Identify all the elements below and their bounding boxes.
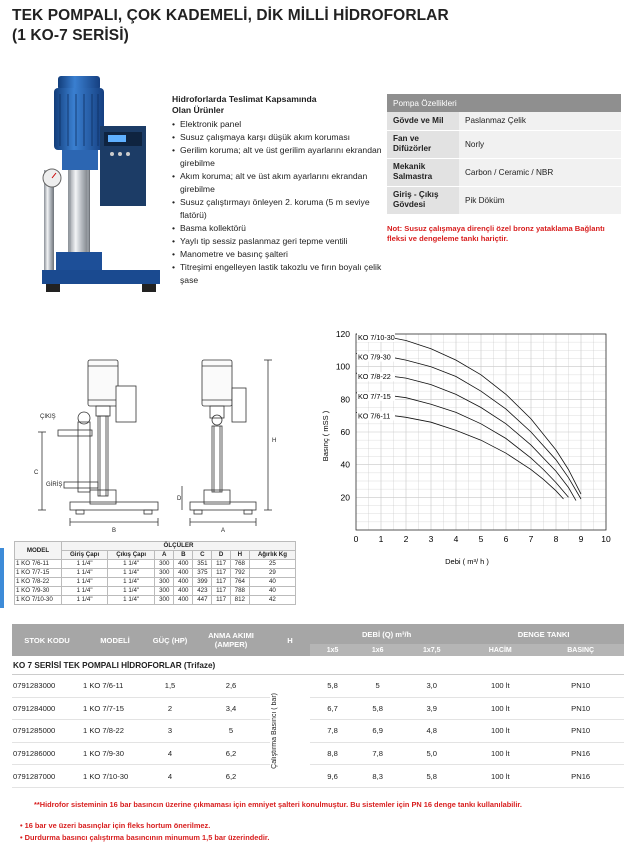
- property-value: Norly: [459, 130, 621, 158]
- footnote-1: **Hidrofor sisteminin 16 bar basıncın üzerine çıkmaması için emniyet şalteri konulmuştur. Bu sistemler için PN 16 denge tankı kullanılabilir.: [34, 800, 522, 809]
- dims-header: Giriş Çapı: [62, 551, 108, 560]
- table-cell: 1 1/4": [108, 560, 155, 569]
- property-key: Giriş - Çıkış Gövdesi: [387, 186, 459, 214]
- table-cell: 1 KO 7/8-22: [82, 720, 148, 743]
- dims-header: Ağırlık Kg: [249, 551, 295, 560]
- table-row: [12, 742, 624, 765]
- table-row: [387, 158, 621, 186]
- header-debi: DEBİ (Q) m³/h: [310, 624, 463, 644]
- table-cell: 6,2: [192, 742, 270, 765]
- table-cell: 351: [193, 560, 212, 569]
- table-cell: 1 1/4": [62, 569, 108, 578]
- delivery-heading: [172, 94, 382, 116]
- label-cikis: ÇIKIŞ: [40, 414, 56, 420]
- table-cell: 300: [155, 596, 174, 605]
- property-key: Fan ve Difüzörler: [387, 130, 459, 158]
- table-row: [15, 569, 296, 578]
- table-cell: 0791285000: [12, 720, 82, 743]
- table-cell: 42: [249, 596, 295, 605]
- property-value: Pik Döküm: [459, 186, 621, 214]
- label-giris: GİRİŞ: [46, 482, 63, 488]
- header-1x6: 1x6: [355, 644, 400, 656]
- table-row: [387, 186, 621, 214]
- x-tick-label: 7: [528, 534, 534, 544]
- property-value: Paslanmaz Çelik: [459, 112, 621, 130]
- table-row: [15, 596, 296, 605]
- table-cell: 3,9: [400, 697, 463, 720]
- table-cell: 300: [155, 587, 174, 596]
- dims-header: D: [212, 551, 230, 560]
- table-cell: 1 KO 7/9-30: [15, 587, 62, 596]
- table-cell: 5,8: [400, 765, 463, 788]
- pump-photo: [38, 74, 163, 312]
- table-cell: 100 lt: [463, 697, 537, 720]
- table-cell: 1 KO 7/7-15: [15, 569, 62, 578]
- x-tick-label: 6: [503, 534, 509, 544]
- table-cell: 0791286000: [12, 742, 82, 765]
- x-tick-label: 0: [353, 534, 359, 544]
- list-item: • Susuz çalıştırmayı önleyen 2. koruma (5 m seviye flatörü): [180, 196, 382, 222]
- y-tick-label: 120: [335, 329, 350, 339]
- series-line: [356, 412, 564, 499]
- performance-chart: [316, 326, 626, 572]
- table-cell: 423: [193, 587, 212, 596]
- list-item: • Yaylı tip sessiz paslanmaz geri tepme ventili: [180, 235, 382, 248]
- table-cell: 117: [212, 587, 230, 596]
- table-cell: 788: [230, 587, 249, 596]
- table-cell: 1 1/4": [62, 578, 108, 587]
- table-cell: PN10: [537, 675, 624, 698]
- table-cell: 1 1/4": [108, 578, 155, 587]
- list-item: • Titreşimi engelleyen lastik takozlu ve fırın boyalı çelik şase: [180, 261, 382, 287]
- series-label: KO 7/6-11: [358, 411, 391, 421]
- property-key: Mekanik Salmastra: [387, 158, 459, 186]
- vertical-label-cell: [270, 675, 310, 788]
- x-tick-label: 2: [403, 534, 409, 544]
- x-tick-label: 4: [453, 534, 459, 544]
- table-cell: 375: [193, 569, 212, 578]
- footnote-3: • Durdurma basıncı çalıştırma basıncının minumum 1,5 bar üzerindedir.: [20, 832, 270, 842]
- y-tick-label: 80: [340, 394, 350, 405]
- series-label: KO 7/8-22: [358, 372, 391, 382]
- table-cell: 1 1/4": [62, 587, 108, 596]
- label-c: C: [34, 470, 39, 476]
- series-label: KO 7/10-30: [358, 333, 395, 342]
- table-cell: 100 lt: [463, 742, 537, 765]
- table-row: [12, 697, 624, 720]
- table-row: [15, 587, 296, 596]
- title-line-1: TEK POMPALI, ÇOK KADEMELİ, DİK MİLLİ HİDROFORLAR: [12, 7, 449, 24]
- table-cell: 4,8: [400, 720, 463, 743]
- list-item: • Susuz çalışmaya karşı düşük akım koruması: [180, 131, 382, 144]
- list-item: • Manometre ve basınç şalteri: [180, 248, 382, 261]
- page-title: [12, 6, 449, 46]
- table-cell: 1,5: [148, 675, 192, 698]
- property-key: Gövde ve Mil: [387, 112, 459, 130]
- table-cell: 1 1/4": [62, 560, 108, 569]
- list-item: • Akım koruma; alt ve üst akım ayarlarını ekrandan girebilme: [180, 170, 382, 196]
- table-cell: 5,0: [400, 742, 463, 765]
- dims-group-label: ÖLÇÜLER: [62, 542, 296, 551]
- header-h: H: [270, 624, 310, 656]
- table-cell: 0791284000: [12, 697, 82, 720]
- y-tick-label: 100: [335, 361, 350, 372]
- label-d: D: [177, 496, 182, 502]
- table-cell: 400: [174, 569, 193, 578]
- label-b: B: [112, 528, 117, 534]
- header-basinc: BASINÇ: [537, 644, 624, 656]
- series-line: [356, 393, 569, 498]
- delivery-contents: [172, 94, 382, 287]
- x-tick-label: 3: [428, 534, 434, 544]
- list-item: • Gerilim koruma; alt ve üst gerilim ayarlarını ekrandan girebilme: [180, 144, 382, 170]
- table-cell: 5,8: [355, 697, 400, 720]
- table-cell: 117: [212, 596, 230, 605]
- start-pressure-label: Çalıştırma Basıncı ( bar): [271, 693, 278, 769]
- technical-drawing: [18, 352, 280, 536]
- table-cell: PN16: [537, 765, 624, 788]
- dimensions-table: [14, 541, 296, 605]
- properties-note: Not: Susuz çalışmaya dirençli özel bronz yataklama Bağlantı fleksi ve dengeleme tankı hariçtir.: [387, 224, 605, 243]
- pump-properties-table: [387, 94, 621, 215]
- delivery-heading-line2: Olan Ürünler: [172, 105, 225, 115]
- table-row: [12, 720, 624, 743]
- table-cell: 400: [174, 596, 193, 605]
- table-cell: 3: [148, 720, 192, 743]
- table-cell: 100 lt: [463, 765, 537, 788]
- properties-header: Pompa Özellikleri: [387, 94, 621, 112]
- delivery-heading-line1: Hidroforlarda Teslimat Kapsamında: [172, 94, 317, 104]
- list-item: • Basma kollektörü: [180, 222, 382, 235]
- table-cell: 300: [155, 560, 174, 569]
- table-cell: 117: [212, 569, 230, 578]
- y-axis-label: Basınç ( mSS ): [321, 410, 330, 462]
- table-cell: 40: [249, 587, 295, 596]
- table-cell: 812: [230, 596, 249, 605]
- table-cell: 400: [174, 587, 193, 596]
- table-row: [12, 675, 624, 698]
- series-label: KO 7/7-15: [358, 391, 391, 401]
- header-stok: STOK KODU: [12, 624, 82, 656]
- table-cell: 768: [230, 560, 249, 569]
- table-cell: 399: [193, 578, 212, 587]
- header-amper: ANMA AKIMI (AMPER): [192, 624, 270, 656]
- table-cell: 0791283000: [12, 675, 82, 698]
- table-cell: 5: [355, 675, 400, 698]
- product-table: [12, 624, 624, 788]
- table-cell: 1 1/4": [108, 569, 155, 578]
- title-line-2: (1 KO-7 SERİSİ): [12, 27, 129, 44]
- table-row: [387, 112, 621, 130]
- table-cell: 300: [155, 578, 174, 587]
- table-cell: 100 lt: [463, 675, 537, 698]
- x-tick-label: 1: [378, 534, 384, 544]
- section-title: KO 7 SERİSİ TEK POMPALI HİDROFORLAR (Trifaze): [12, 656, 624, 675]
- dims-header: C: [193, 551, 212, 560]
- table-cell: 300: [155, 569, 174, 578]
- table-cell: 400: [174, 578, 193, 587]
- x-axis-label: Debi ( m³/ h ): [445, 557, 489, 566]
- table-cell: 1 KO 7/10-30: [15, 596, 62, 605]
- table-cell: 1 KO 7/6-11: [15, 560, 62, 569]
- dims-header-model: MODEL: [15, 542, 62, 560]
- table-cell: 3,4: [192, 697, 270, 720]
- list-item: • Elektronik panel: [180, 118, 382, 131]
- table-cell: 25: [249, 560, 295, 569]
- table-cell: 447: [193, 596, 212, 605]
- header-1x75: 1x7,5: [400, 644, 463, 656]
- table-cell: 40: [249, 578, 295, 587]
- table-cell: 1 KO 7/6-11: [82, 675, 148, 698]
- property-value: Carbon / Ceramic / NBR: [459, 158, 621, 186]
- header-1x5: 1x5: [310, 644, 355, 656]
- table-row: [15, 578, 296, 587]
- dims-header: H: [230, 551, 249, 560]
- table-cell: 6,9: [355, 720, 400, 743]
- table-cell: 5: [192, 720, 270, 743]
- table-cell: 6,7: [310, 697, 355, 720]
- table-cell: PN10: [537, 697, 624, 720]
- table-cell: PN10: [537, 720, 624, 743]
- table-cell: 7,8: [355, 742, 400, 765]
- table-cell: 2: [148, 697, 192, 720]
- table-cell: 0791287000: [12, 765, 82, 788]
- y-tick-label: 60: [340, 427, 350, 437]
- table-cell: 1 1/4": [108, 596, 155, 605]
- table-cell: 4: [148, 742, 192, 765]
- table-cell: 8,8: [310, 742, 355, 765]
- table-cell: 5,8: [310, 675, 355, 698]
- table-cell: 1 KO 7/9-30: [82, 742, 148, 765]
- table-row: [387, 130, 621, 158]
- series-label: KO 7/9-30: [358, 352, 391, 362]
- table-cell: 764: [230, 578, 249, 587]
- table-cell: 117: [212, 560, 230, 569]
- table-cell: 6,2: [192, 765, 270, 788]
- dims-header: A: [155, 551, 174, 560]
- chart-grid: [356, 334, 606, 530]
- table-cell: 400: [174, 560, 193, 569]
- x-tick-label: 10: [601, 534, 611, 544]
- table-row: [12, 765, 624, 788]
- table-cell: 8,3: [355, 765, 400, 788]
- table-cell: 4: [148, 765, 192, 788]
- table-cell: 1 KO 7/10-30: [82, 765, 148, 788]
- table-cell: 1 KO 7/8-22: [15, 578, 62, 587]
- footnote-2: • 16 bar ve üzeri basınçlar için fleks hortum önerilmez.: [20, 821, 211, 830]
- header-model: MODELİ: [82, 624, 148, 656]
- x-tick-label: 9: [578, 534, 584, 544]
- dims-header: B: [174, 551, 193, 560]
- y-tick-label: 40: [340, 459, 350, 470]
- dims-header: Çıkış Çapı: [108, 551, 155, 560]
- label-h: H: [272, 438, 277, 444]
- footnotes-bullets: [20, 820, 269, 843]
- table-cell: 3,0: [400, 675, 463, 698]
- table-cell: 29: [249, 569, 295, 578]
- table-cell: 9,6: [310, 765, 355, 788]
- table-cell: 117: [212, 578, 230, 587]
- table-cell: 7,8: [310, 720, 355, 743]
- x-tick-label: 8: [553, 534, 559, 544]
- table-cell: 1 1/4": [62, 596, 108, 605]
- header-denge: DENGE TANKI: [463, 624, 624, 644]
- table-cell: 1 1/4": [108, 587, 155, 596]
- table-cell: 2,6: [192, 675, 270, 698]
- table-cell: PN16: [537, 742, 624, 765]
- table-cell: 100 lt: [463, 720, 537, 743]
- chart-legend: [357, 333, 395, 420]
- table-cell: 792: [230, 569, 249, 578]
- table-cell: 1 KO 7/7-15: [82, 697, 148, 720]
- left-accent-bar: [0, 548, 4, 608]
- label-a: A: [221, 528, 226, 534]
- y-tick-label: 20: [340, 492, 350, 503]
- header-guc: GÜÇ (HP): [148, 624, 192, 656]
- table-row: [15, 560, 296, 569]
- x-tick-label: 5: [478, 534, 484, 544]
- delivery-list: [172, 118, 382, 287]
- header-hacim: HACİM: [463, 644, 537, 656]
